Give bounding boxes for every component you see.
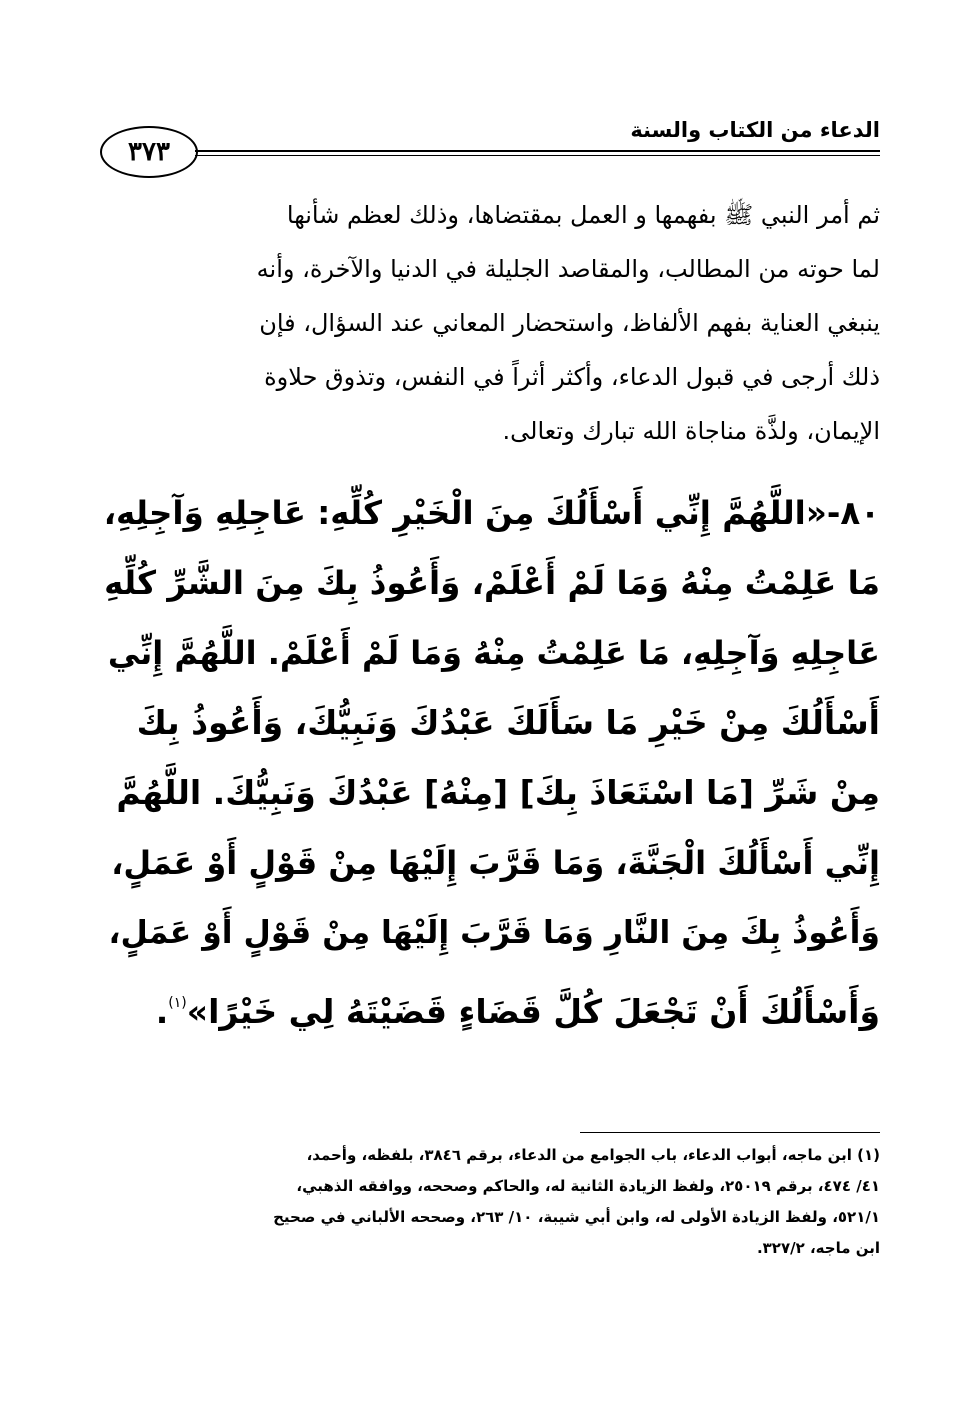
- dua-line: مَا عَلِمْتُ مِنْهُ وَمَا لَمْ أَعْلَمْ، وَأَعُوذُ بِكَ مِنَ الشَّرِّ كُلِّهِ: [104, 564, 880, 602]
- running-header: [100, 112, 880, 182]
- intro-line: الإيمان، ولذَّة مناجاة الله تبارك وتعالى.: [502, 417, 880, 445]
- dua-end-mark: .: [155, 992, 169, 1031]
- footnote: [100, 1140, 880, 1264]
- footnote-reference: (١): [168, 995, 187, 1011]
- intro-line: ذلك أرجى في قبول الدعاء، وأكثر أثراً في النفس، وتذوق حلاوة: [264, 363, 880, 391]
- intro-paragraph: [100, 188, 880, 458]
- footnote-line: ٤١/ ٤٧٤، برقم ٢٥٠١٩، ولفظ الزيادة الثانية له، والحاكم وصححه، ووافقه الذهبي،: [296, 1177, 880, 1195]
- intro-line: ثم أمر النبي ﷺ بفهمها و العمل بمقتضاها، وذلك لعظم شأنها: [286, 201, 880, 229]
- footnote-line: (١) ابن ماجه، أبواب الدعاء، باب الجوامع من الدعاء، برقم ٣٨٤٦، بلفظه، وأحمد،: [306, 1146, 880, 1164]
- dua-line: [100, 968, 880, 1047]
- footnote-line: ابن ماجه، ٣٢٧/٢.: [756, 1239, 880, 1257]
- book-title: الدعاء من الكتاب والسنة: [630, 118, 880, 142]
- intro-line: لما حوته من المطالب، والمقاصد الجليلة في الدنيا والآخرة، وأنه: [256, 255, 880, 283]
- header-rule-thin: [195, 155, 880, 156]
- header-rule: [195, 150, 880, 152]
- dua-line-text: وَأَسْأَلُكَ أَنْ تَجْعَلَ كُلَّ قَضَاءٍ قَضَيْتَهُ لِي خَيْرًا»: [186, 992, 880, 1031]
- dua-line: إِنِّي أَسْأَلُكَ الْجَنَّةَ، وَمَا قَرَّبَ إِلَيْهَا مِنْ قَوْلٍ أَوْ عَمَلٍ،: [111, 844, 880, 882]
- dua-line-text: «اللَّهُمَّ إِنِّي أَسْأَلُكَ مِنَ الْخَيْرِ كُلِّهِ: عَاجِلِهِ وَآجِلِهِ،: [103, 494, 827, 532]
- dua-number: ٨٠-: [826, 494, 880, 532]
- dua-line: وَأَعُوذُ بِكَ مِنَ النَّارِ وَمَا قَرَّبَ إِلَيْهَا مِنْ قَوْلٍ أَوْ عَمَلٍ،: [108, 915, 880, 951]
- intro-line: ينبغي العناية بفهم الألفاظ، واستحضار المعاني عند السؤال، فإن: [259, 309, 880, 337]
- dua-line: مِنْ شَرِّ [مَا اسْتَعَاذَ بِكَ] [مِنْهُ] عَبْدُكَ وَنَبِيُّكَ. اللَّهُمَّ: [116, 773, 880, 812]
- dua-text: [100, 478, 880, 1047]
- footnote-line: ٥٢١/١، ولفظ الزيادة الأولى له، وابن أبي شيبة، ١٠/ ٢٦٣، وصححه الألباني في صحيح: [273, 1208, 880, 1226]
- dua-line: عَاجِلِهِ وَآجِلِهِ، مَا عَلِمْتُ مِنْهُ وَمَا لَمْ أَعْلَمْ. اللَّهُمَّ إِنِّي: [107, 634, 880, 672]
- dua-line: [100, 478, 880, 548]
- page-number: ٣٧٣: [100, 126, 198, 178]
- dua-line: أَسْأَلُكَ مِنْ خَيْرِ مَا سَأَلَكَ عَبْدُكَ وَنَبِيُّكَ، وَأَعُوذُ بِكَ: [136, 703, 880, 742]
- footnote-separator: [580, 1132, 880, 1133]
